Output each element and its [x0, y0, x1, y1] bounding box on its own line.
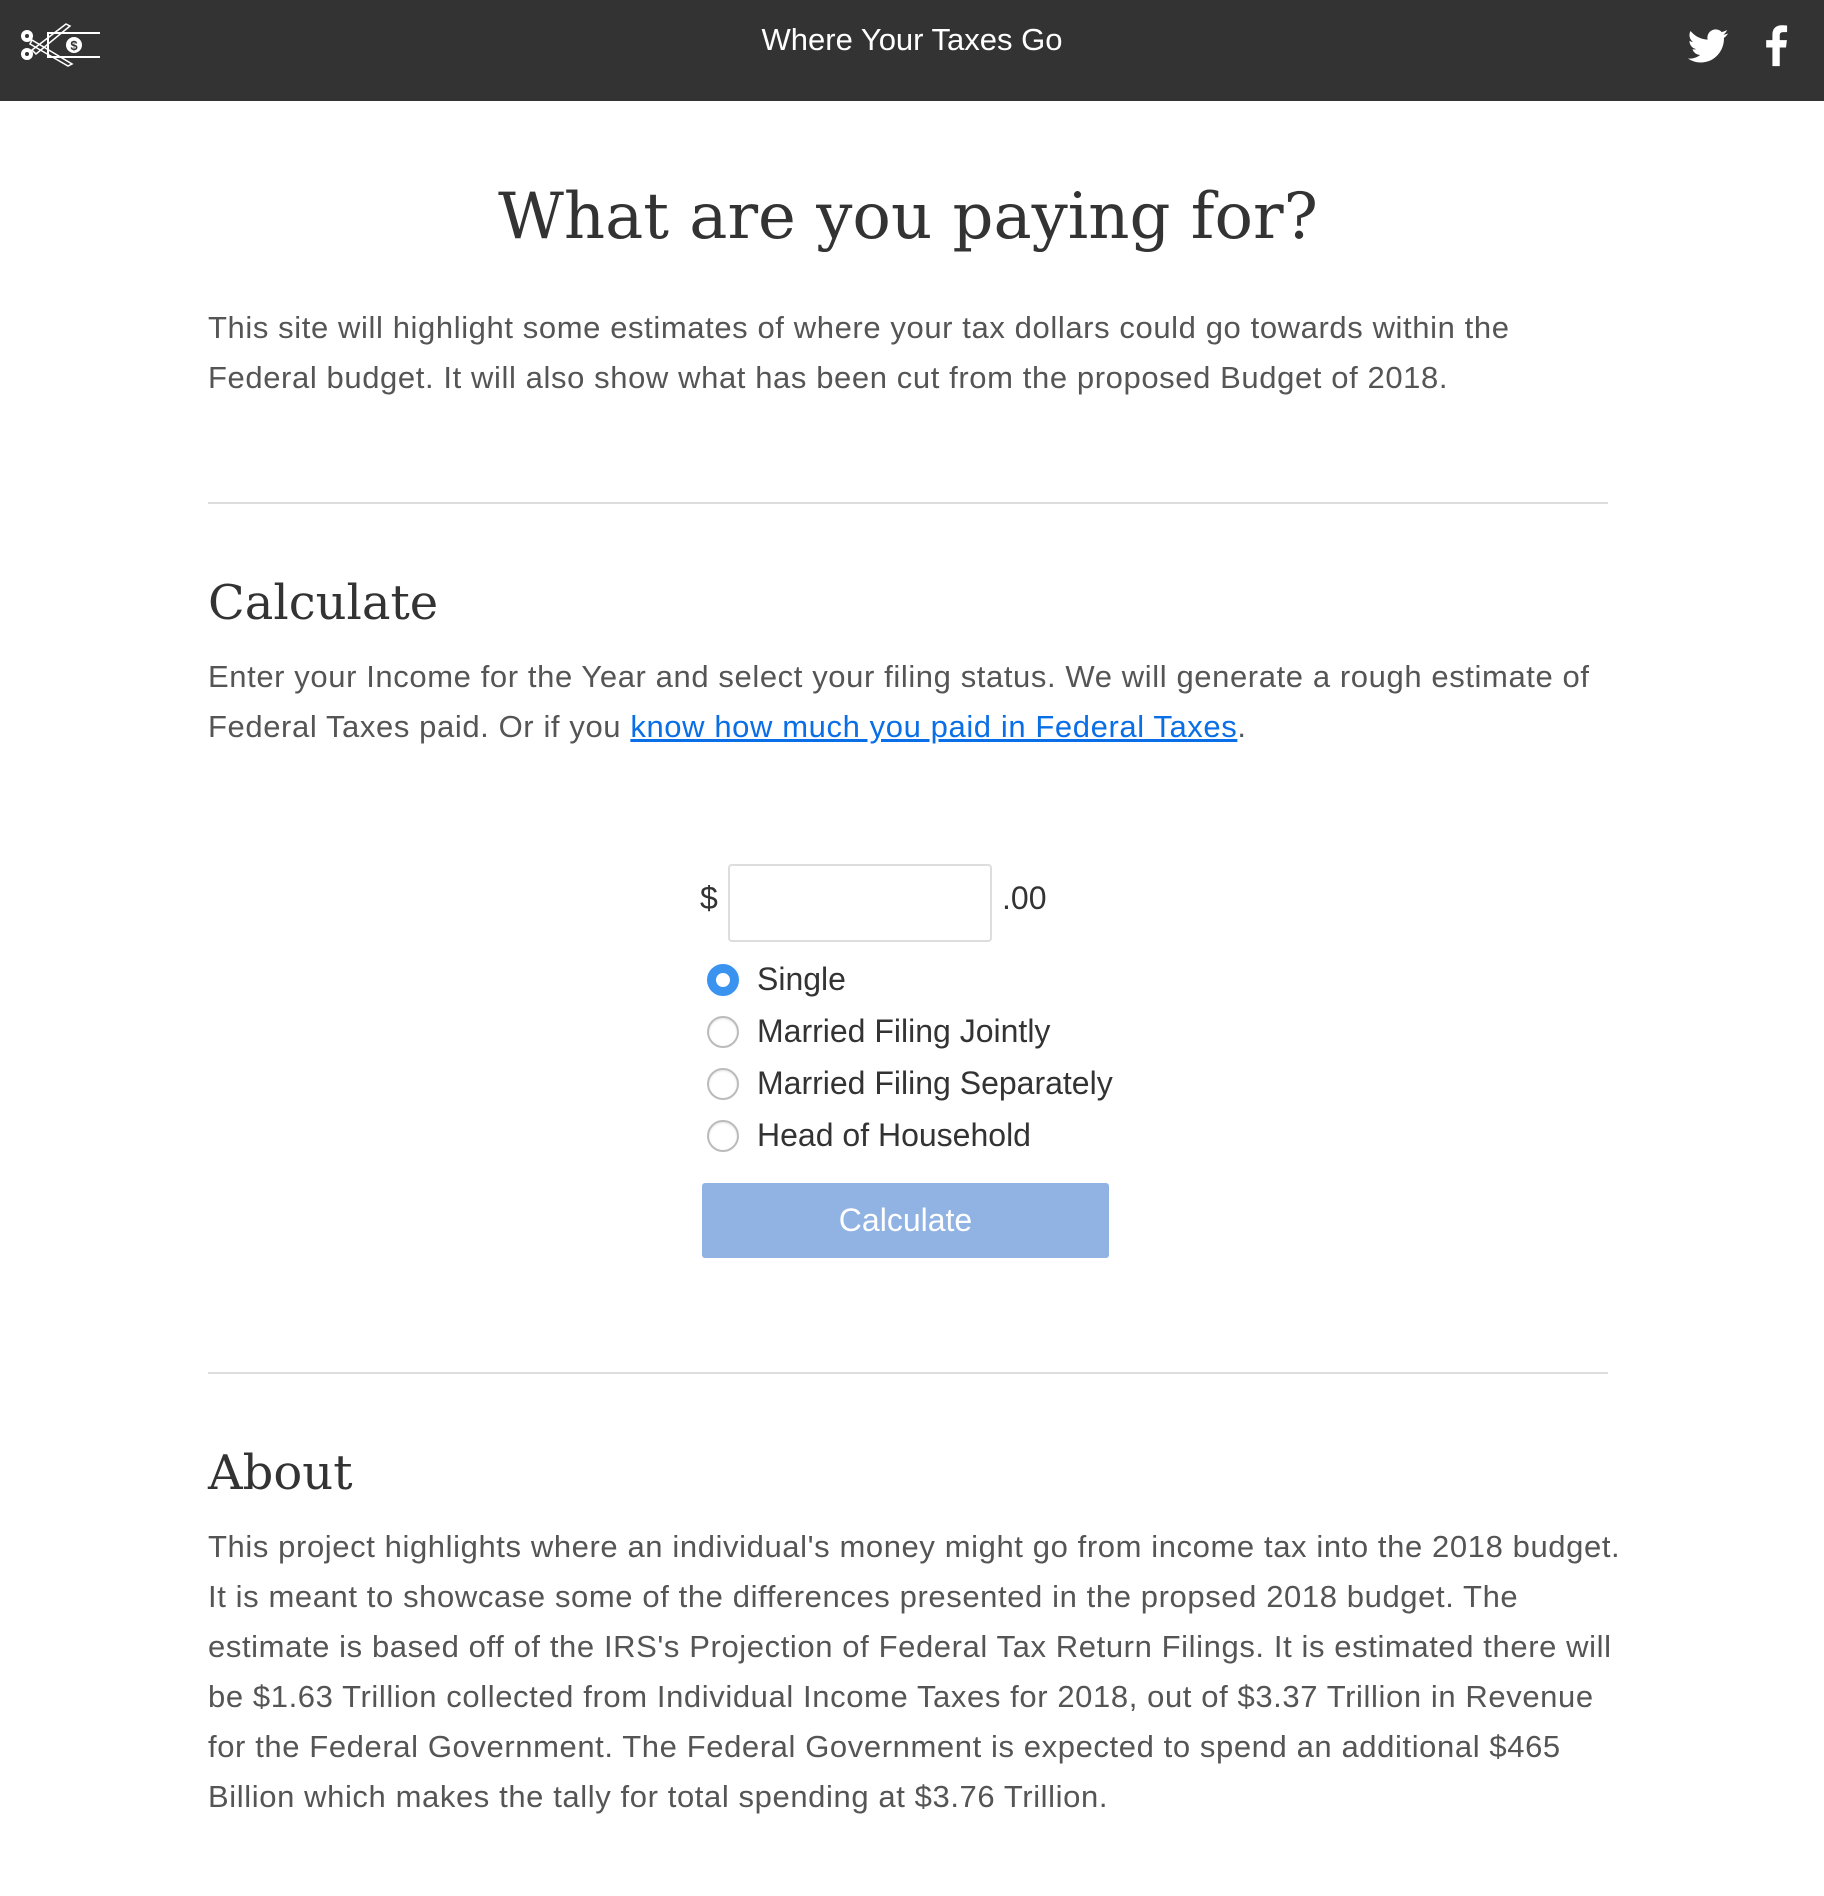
radio-head-of-household[interactable]	[707, 1117, 1031, 1154]
page-title: What are you paying for?	[498, 180, 1318, 254]
about-heading: About	[208, 1445, 353, 1501]
radio-single[interactable]	[707, 961, 846, 998]
radio-label: Single	[757, 961, 846, 997]
intro-text: This site will highlight some estimates of where your tax dollars could go towards within the Federal budget. It will also show what has been cut from the proposed Budget of 2018.	[208, 310, 1510, 395]
currency-symbol: $	[700, 880, 718, 916]
radio-married-jointly[interactable]	[707, 1013, 1050, 1050]
radio-label: Married Filing Jointly	[757, 1013, 1051, 1049]
divider	[208, 1372, 1608, 1374]
radio-checked-icon[interactable]	[707, 964, 739, 996]
radio-label: Married Filing Separately	[757, 1065, 1113, 1101]
radio-label: Head of Household	[757, 1117, 1031, 1153]
radio-unchecked-icon[interactable]	[707, 1120, 739, 1152]
calculate-text	[208, 652, 1628, 752]
known-taxes-link[interactable]: know how much you paid in Federal Taxes	[630, 709, 1238, 744]
svg-text:$: $	[70, 38, 78, 53]
about-text: This project highlights where an individual's money might go from income tax into the 2018 budget. It is meant to showcase some of the differences presented in the propsed 2018 budget. The estimate is based off of the IRS's Projection of Federal Tax Return Filings. It is estimated there will be $1.63 Trillion collected from Individual Income Taxes for 2018, out of $3.37 Trillion in Revenue for the Federal Government. The Federal Government is expected to spend an additional $465 Billion which makes the tally for total spending at $3.76 Trillion.	[208, 1529, 1621, 1814]
top-nav	[0, 0, 1824, 101]
cents-suffix: .00	[1002, 880, 1047, 916]
calculate-button[interactable]: Calculate	[702, 1183, 1109, 1258]
income-input[interactable]	[728, 864, 992, 942]
site-title[interactable]: Where Your Taxes Go	[761, 22, 1063, 57]
radio-unchecked-icon[interactable]	[707, 1068, 739, 1100]
calculate-text-body: Enter your Income for the Year and select your filing status. We will generate a rough estimate of Federal Taxes paid. Or if you	[208, 659, 1590, 744]
radio-married-separately[interactable]	[707, 1065, 1113, 1102]
twitter-icon[interactable]	[1686, 24, 1730, 68]
calculate-heading: Calculate	[208, 575, 439, 631]
divider	[208, 502, 1608, 504]
calculate-text-end: .	[1237, 709, 1247, 744]
facebook-icon[interactable]	[1755, 24, 1799, 68]
radio-unchecked-icon[interactable]	[707, 1016, 739, 1048]
